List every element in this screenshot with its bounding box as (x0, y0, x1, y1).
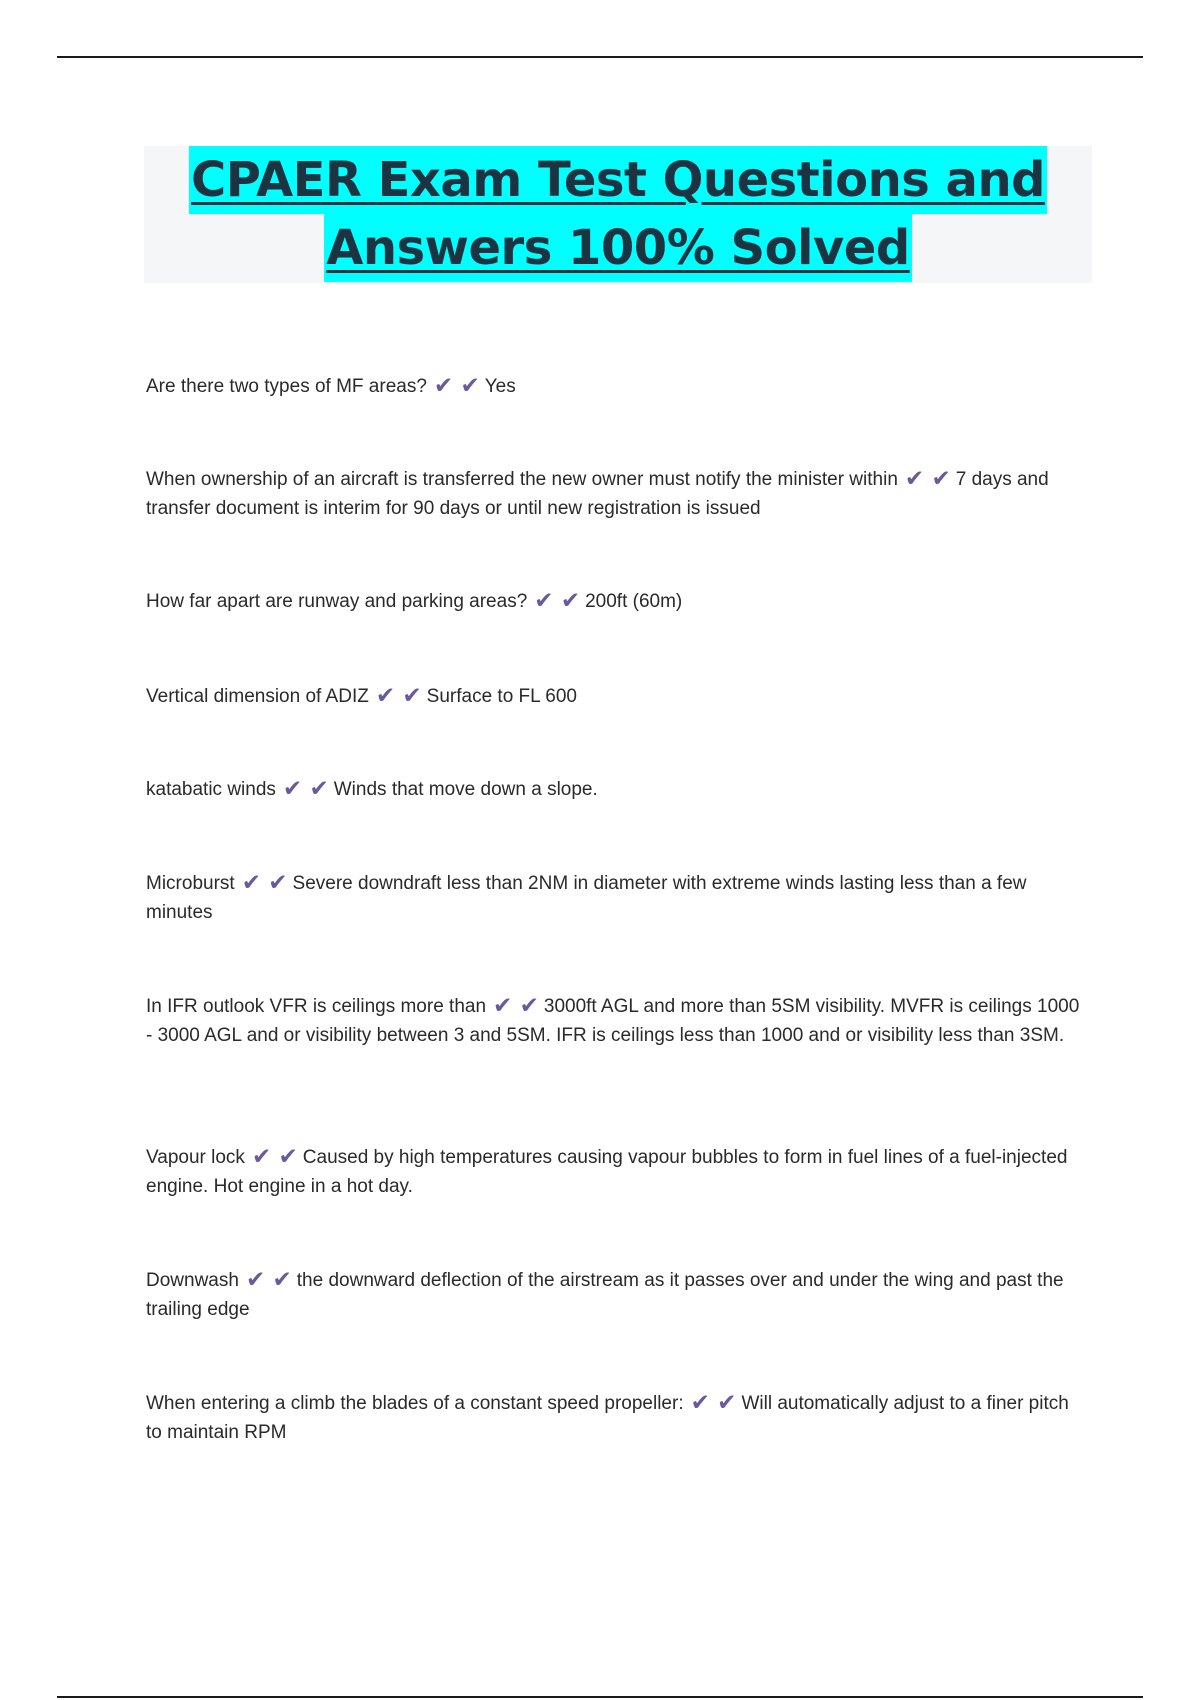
checkmarks (241, 869, 289, 895)
question-text: Vapour lock (146, 1147, 245, 1168)
question-text: When ownership of an aircraft is transferred the new owner must notify the minister within (146, 469, 898, 490)
question-text: In IFR outlook VFR is ceilings more than (146, 996, 487, 1017)
checkmarks (533, 587, 581, 613)
check-icon: ✔ (309, 775, 329, 801)
answer-text: Surface to FL 600 (426, 686, 578, 707)
checkmarks (282, 775, 330, 801)
qa-item (146, 992, 1086, 1050)
page-title-line-2: Answers 100% Solved (324, 214, 911, 282)
check-icon: ✔ (904, 465, 925, 491)
question-text: When entering a climb the blades of a constant speed propeller: (146, 1393, 684, 1414)
check-icon: ✔ (272, 1266, 292, 1292)
checkmarks (245, 1266, 293, 1292)
check-icon: ✔ (534, 587, 554, 613)
check-icon: ✔ (251, 1143, 272, 1169)
qa-item (146, 1266, 1086, 1324)
check-icon: ✔ (268, 869, 288, 895)
check-icon: ✔ (282, 775, 303, 801)
footer-rule (57, 1696, 1143, 1698)
qa-item (146, 1143, 1086, 1201)
answer-text: 7 days and transfer document is interim for 90 days or until new registration is issued (146, 469, 1049, 519)
check-icon: ✔ (690, 1389, 710, 1415)
question-text: katabatic winds (146, 779, 276, 800)
question-text: Downwash (146, 1270, 239, 1291)
answer-text: 3000ft AGL and more than 5SM visibility. MVFR is ceilings 1000 - 3000 AGL and or visibility between 3 and 5SM. IFR is ceilings less than 1000 and or visibility less than 3SM. (146, 996, 1080, 1046)
qa-item (146, 1389, 1086, 1447)
answer-text: the downward deflection of the airstream as it passes over and under the wing and past the trailing edge (146, 1270, 1064, 1320)
check-icon: ✔ (519, 992, 539, 1018)
answer-text: Winds that move down a slope. (333, 779, 598, 800)
check-icon: ✔ (241, 869, 261, 895)
checkmarks (904, 465, 952, 491)
checkmarks (375, 682, 423, 708)
check-icon: ✔ (402, 682, 422, 708)
checkmarks (690, 1389, 738, 1415)
qa-item (146, 775, 1086, 804)
check-icon: ✔ (433, 372, 454, 398)
check-icon: ✔ (278, 1143, 298, 1169)
qa-item (146, 372, 1086, 401)
check-icon: ✔ (717, 1389, 737, 1415)
check-icon: ✔ (375, 682, 396, 708)
check-icon: ✔ (560, 587, 581, 613)
check-icon: ✔ (931, 465, 951, 491)
header-rule (57, 56, 1143, 58)
answer-text: 200ft (60m) (585, 591, 683, 612)
check-icon: ✔ (493, 992, 513, 1018)
qa-item (146, 682, 1086, 711)
answer-text: Severe downdraft less than 2NM in diameter with extreme winds lasting less than a few minutes (146, 873, 1027, 923)
answer-text: Will automatically adjust to a finer pitch to maintain RPM (146, 1393, 1069, 1443)
check-icon: ✔ (460, 372, 480, 398)
checkmarks (492, 992, 540, 1018)
qa-item (146, 465, 1086, 523)
answer-text: Yes (484, 376, 516, 397)
question-text: Vertical dimension of ADIZ (146, 686, 369, 707)
answer-text: Caused by high temperatures causing vapour bubbles to form in fuel lines of a fuel-injected engine. Hot engine in a hot day. (146, 1147, 1068, 1197)
question-text: Microburst (146, 873, 235, 894)
title-box (144, 146, 1092, 283)
qa-item (146, 869, 1086, 927)
qa-item (146, 587, 1086, 616)
question-text: How far apart are runway and parking areas? (146, 591, 528, 612)
check-icon: ✔ (245, 1266, 266, 1292)
checkmarks (251, 1143, 299, 1169)
checkmarks (433, 372, 481, 398)
question-text: Are there two types of MF areas? (146, 376, 427, 397)
page-title-line-1: CPAER Exam Test Questions and (189, 146, 1047, 214)
